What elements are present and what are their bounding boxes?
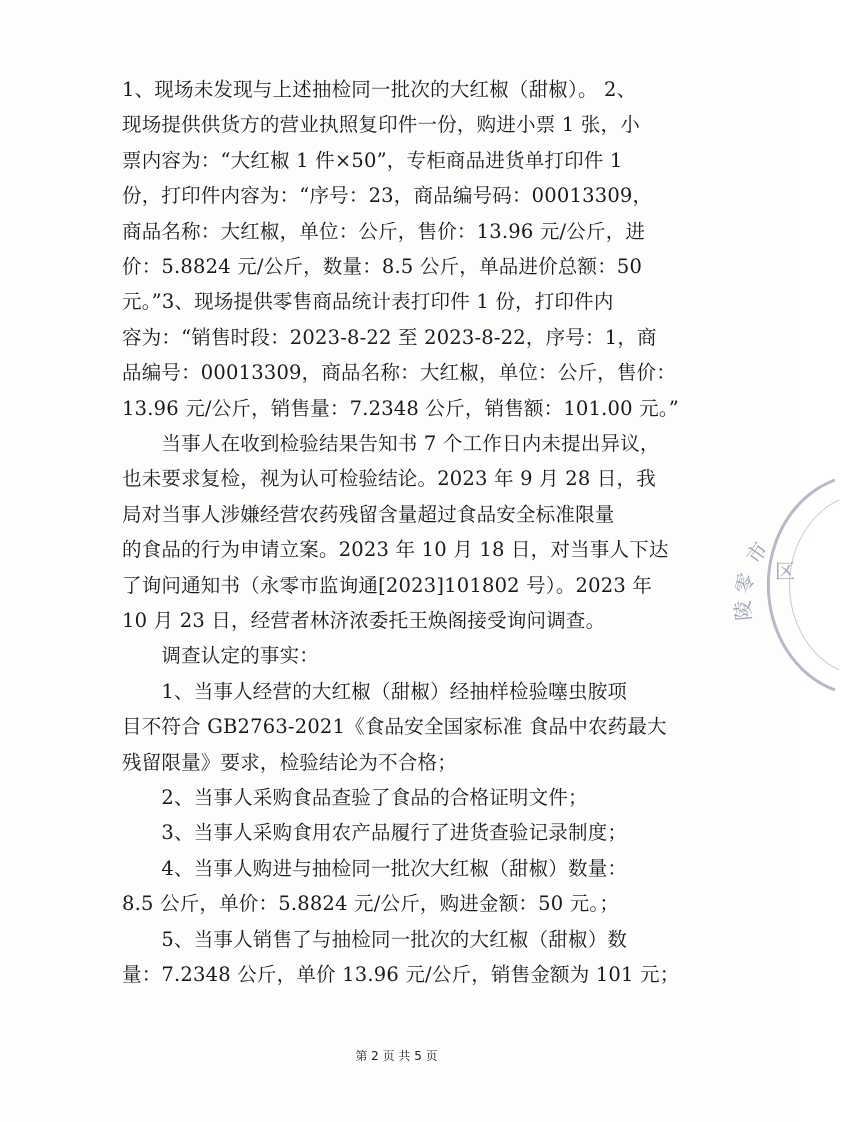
text-line: 量：7.2348 公斤，单价 13.96 元/公斤，销售金额为 101 元；: [122, 963, 680, 986]
text-line: 13.96 元/公斤，销售量：7.2348 公斤，销售额：101.00 元。”: [122, 396, 679, 420]
text-line: 3、当事人采购食用农产品履行了进货查验记录制度；: [122, 821, 628, 845]
text-line: 商品名称：大红椒，单位：公斤，售价：13.96 元/公斤，进: [122, 219, 646, 243]
text-line: 了询问通知书（永零市监询通[2023]101802 号）。2023 年: [122, 573, 653, 597]
seal-char-2: 零: [730, 570, 760, 597]
text-line: 4、当事人购进与抽检同一批次大红椒（甜椒）数量：: [122, 856, 628, 880]
text-line: 票内容为：“大红椒 1 件×50”，专柜商品进货单打印件 1: [122, 148, 623, 172]
text-line: 当事人在收到检验结果告知书 7 个工作日内未提出异议，: [122, 432, 660, 455]
seal-char-1: 市: [741, 537, 773, 568]
text-line: 调查认定的事实：: [122, 644, 320, 668]
text-line: 局对当事人涉嫌经营农药残留含量超过食品安全标准限量: [122, 502, 615, 526]
text-line: 5、当事人销售了与抽检同一批次的大红椒（甜椒）数: [122, 927, 628, 951]
text-line: 份，打印件内容为：“序号：23，商品编号码：00013309，: [122, 184, 653, 208]
text-line: 8.5 公斤，单价：5.8824 元/公斤，购进金额：50 元。；: [122, 892, 620, 916]
seal-char-4: 区: [775, 559, 795, 583]
text-line: 残留限量》要求，检验结论为不合格；: [122, 750, 457, 774]
text-line: 1、当事人经营的大红椒（甜椒）经抽样检验噻虫胺项: [122, 679, 628, 703]
text-line: 价：5.8824 元/公斤，数量：8.5 公斤，单品进价总额：50: [122, 255, 643, 278]
text-line: 现场提供供货方的营业执照复印件一份，购进小票 1 张，小: [122, 113, 640, 137]
text-line: 也未要求复检，视为认可检验结论。2023 年 9 月 28 日，我: [122, 467, 656, 491]
text-line: 的食品的行为申请立案。2023 年 10 月 18 日，对当事人下达: [122, 538, 669, 562]
text-line: 1、现场未发现与上述抽检同一批次的大红椒（甜椒）。 2、: [122, 78, 637, 101]
page-number-footer: 第 2 页 共 5 页: [355, 1049, 438, 1063]
text-line: 元。”3、现场提供零售商品统计表打印件 1 份，打印件内: [122, 290, 614, 314]
text-line: 10 月 23 日，经营者林济浓委托王焕阁接受询问调查。: [122, 609, 606, 632]
seal-char-3: 陵: [730, 599, 756, 622]
text-line: 容为：“销售时段：2023-8-22 至 2023-8-22，序号：1，商: [122, 325, 657, 349]
text-line: 品编号：00013309，商品名称：大红椒，单位：公斤，售价：: [122, 361, 676, 385]
text-line: 目不符合 GB2763-2021《食品安全国家标准 食品中农药最大: [122, 715, 667, 739]
official-seal-stamp: [730, 470, 845, 700]
text-line: 2、当事人采购食品查验了食品的合格证明文件；: [122, 786, 588, 809]
